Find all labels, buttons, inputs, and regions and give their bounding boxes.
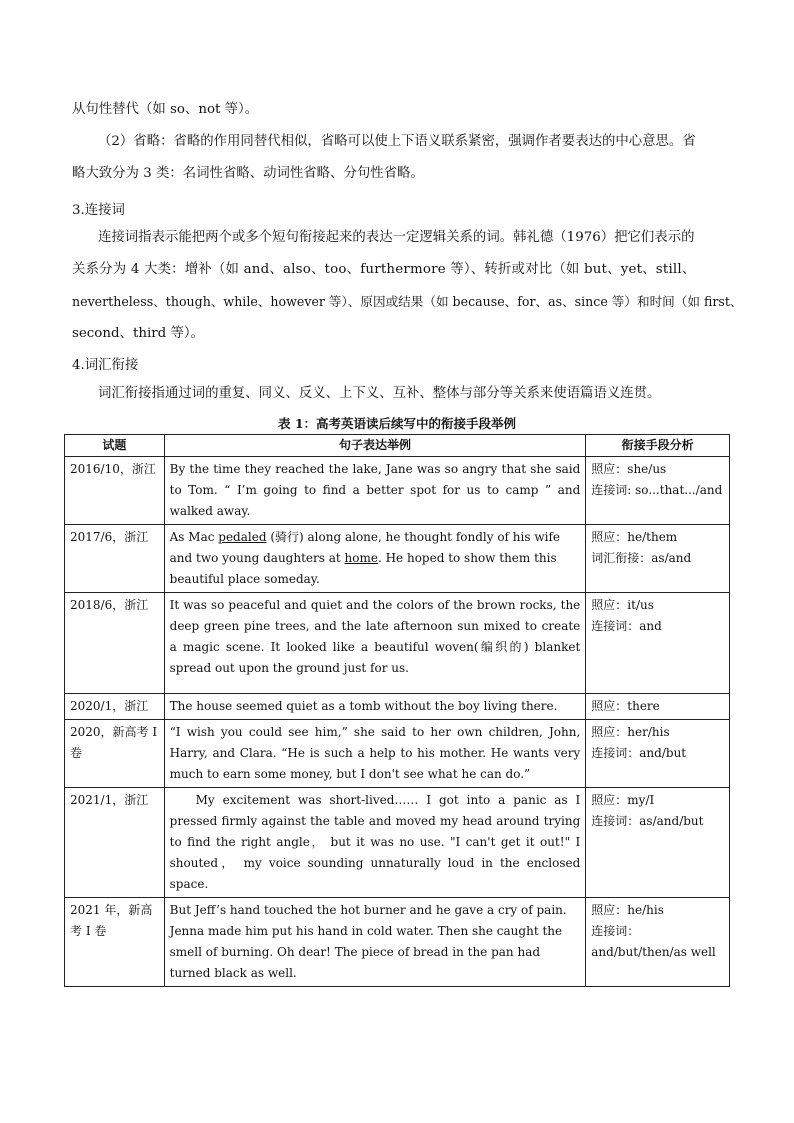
sentence-line: Jenna made him put his hand in cold water. Then she caught the smell of burning. Oh dear! The piece of bread in the pan had turned black as well. [169,924,563,980]
substitution-paragraph-end [72,94,724,126]
analysis-cell [586,457,730,525]
text-line: 略大致分为 3 类：名词性省略、动词性省略、分句性省略。 [72,166,424,181]
text-line: （2）省略：省略的作用同替代相似，省略可以使上下语义联系紧密，强调作者要表达的中心意思。省 [98,134,696,149]
sentence-text: (骑行) along alone, he thought fondly of his wife and two young daughters at [169,530,561,565]
underlined-word: home [344,551,378,565]
table-row [65,788,730,898]
analysis-line: 照应：it/us [591,598,654,612]
sentence-cell [164,898,586,987]
sentence-line: But Jeff’s hand touched the hot burner and he gave a cry of pain. [169,903,567,917]
table-caption: 表 1：高考英语读后续写中的衔接手段举例 [277,416,517,431]
table-row [65,525,730,593]
cohesion-examples-table [64,434,730,987]
text-line: 关系分为 4 大类：增补（如 and、also、too、furthermore 等）、转折或对比（如 but、yet、still、 [72,262,696,277]
sentence-cell: By the time they reached the lake, Jane was so angry that she said to Tom. “ I’m going to find a better spot for us to camp ” and walked away. [164,457,586,525]
analysis-cell [586,525,730,593]
analysis-line: 连接词： [591,924,640,938]
analysis-cell [586,898,730,987]
cell-spacer [170,679,581,691]
analysis-cell [586,694,730,720]
table-row [65,898,730,987]
exam-cell: 2016/10，浙江 [65,457,165,525]
table-row [65,457,730,525]
exam-cell: 2020，新高考 I 卷 [65,720,165,788]
analysis-line: 照应：my/I [591,793,655,807]
sentence-text: As Mac [169,530,219,544]
analysis-cell [586,720,730,788]
analysis-line: 连接词：and [591,619,662,633]
column-header-exam: 试题 [65,435,165,457]
table-row [65,593,730,694]
analysis-line: 词汇衔接：as/and [591,551,692,565]
sentence-cell: “I wish you could see him,” she said to her own children, John, Harry, and Clara. “He is such a help to his mother. He wants very much to earn some money, but I don't see what he can do.” [164,720,586,788]
analysis-line: 照应：there [591,699,660,713]
underlined-word: pedaled [218,530,267,544]
exam-cell: 2017/6，浙江 [65,525,165,593]
table-row [65,720,730,788]
exam-cell: 2021/1，浙江 [65,788,165,898]
exam-cell: 2020/1，浙江 [65,694,165,720]
sentence-text: . He hoped to show them this beautiful place someday. [169,551,557,586]
text-line: 从句性替代（如 so、not 等）。 [72,102,259,117]
analysis-cell [586,788,730,898]
analysis-line: 照应：her/his [591,725,670,739]
column-header-analysis: 衔接手段分析 [586,435,730,457]
lexical-cohesion-paragraph [72,378,724,410]
analysis-line: 照应：he/them [591,530,678,544]
text-line: nevertheless、though、while、however 等）、原因或结果（如 because、for、as、since 等）和时间（如 first、 [72,294,743,309]
column-header-sentence: 句子表达举例 [164,435,586,457]
sentence-cell [164,593,586,694]
connectives-paragraph [72,222,743,350]
analysis-line: 连接词: so...that.../and [591,483,723,497]
table-header-row [65,435,730,457]
text-line: 词汇衔接指通过词的重复、同义、反义、上下义、互补、整体与部分等关系来使语篇语义连贯。 [98,386,661,401]
table-row [65,694,730,720]
text-line: second、third 等）。 [72,326,204,341]
ellipsis-paragraph [72,126,724,190]
analysis-line: 照应：she/us [591,462,667,476]
sentence-cell [164,525,586,593]
analysis-line: 照应：he/his [591,903,664,917]
analysis-line: 连接词：as/and/but [591,814,704,828]
sentence-text: It was so peaceful and quiet and the colors of the brown rocks, the deep green pine trees, and the late afternoon sun mixed to create a magic scene. It looked like a beautiful woven(编织的) blanket spread out upon the ground just for us. [169,598,581,675]
sentence-cell: The house seemed quiet as a tomb without the boy living there. [164,694,586,720]
exam-cell: 2021 年，新高考 I 卷 [65,898,165,987]
analysis-cell [586,593,730,694]
analysis-line: and/but/then/as well [591,945,716,959]
section-heading-lexical-cohesion: 4.词汇衔接 [72,358,139,373]
sentence-cell: My excitement was short-lived…… I got into a panic as I pressed firmly against the table and moved my head around trying to find the right angle， but it was no use. "I can't get it out!" I shouted， my voice sounding unnaturally loud in the enclosed space. [164,788,586,898]
section-heading-connectives: 3.连接词 [72,203,125,218]
analysis-line: 连接词：and/but [591,746,687,760]
exam-cell: 2018/6，浙江 [65,593,165,694]
text-line: 连接词指表示能把两个或多个短句衔接起来的表达一定逻辑关系的词。韩礼德（1976）把它们表示的 [98,230,695,245]
